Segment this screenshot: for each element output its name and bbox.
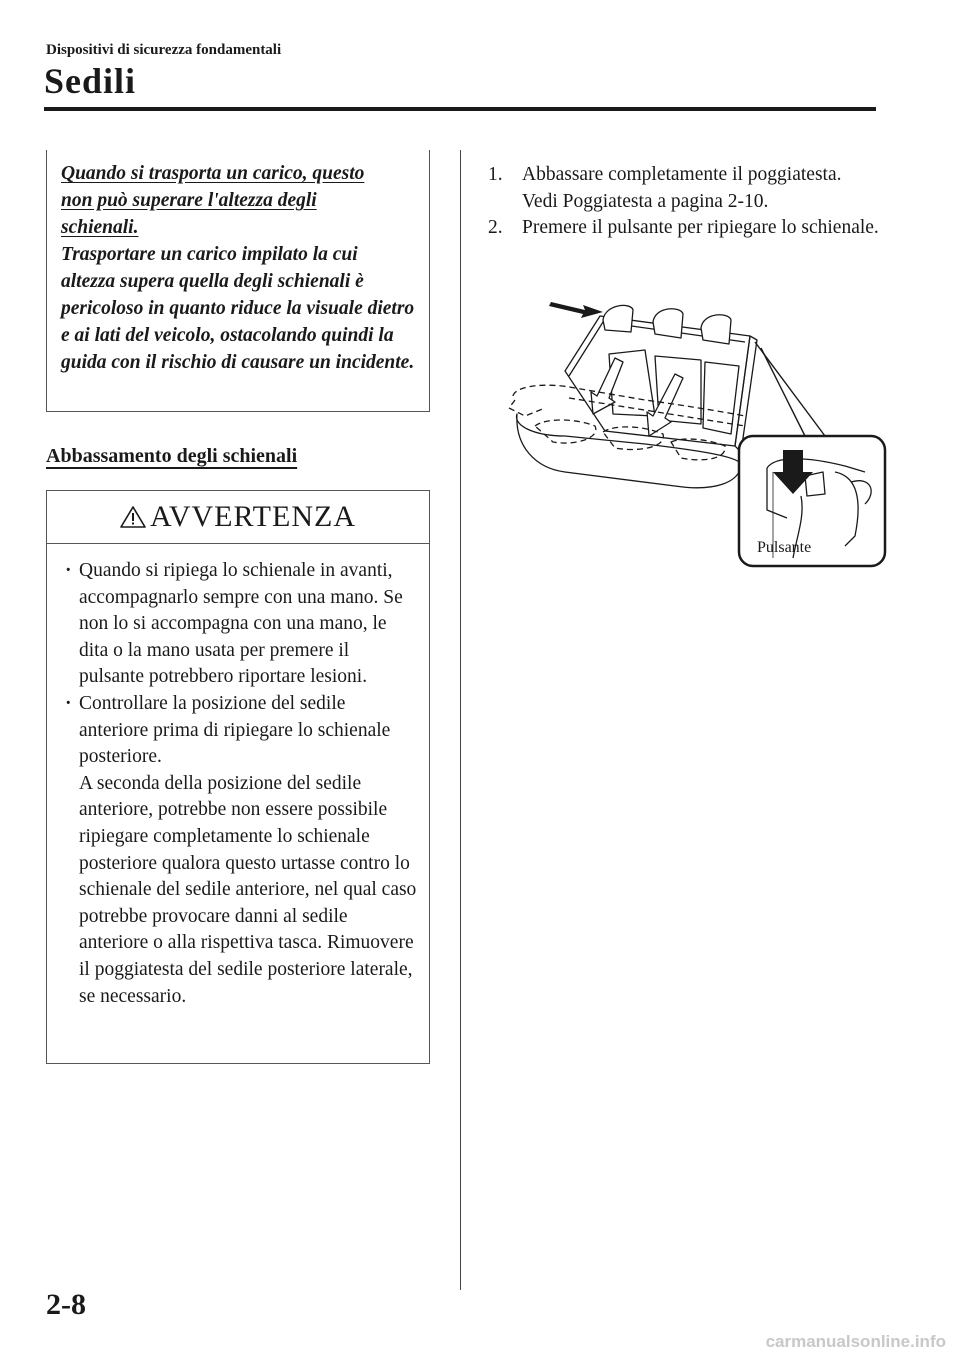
caution-line-3: schienali. — [61, 217, 139, 238]
warning-list — [47, 558, 429, 1010]
step-text: Premere il pulsante per ripiegare lo schienale. — [522, 217, 879, 239]
warning-header — [47, 491, 429, 544]
step-item — [488, 215, 888, 242]
page-number: 2-8 — [46, 1288, 86, 1321]
seat-figure — [505, 296, 890, 571]
steps-list — [488, 162, 888, 242]
push-arrow-icon — [549, 302, 603, 318]
step-number: 1. — [488, 164, 503, 185]
warning-item: · Controllare la posizione del sedile anteriore prima di ripiegare lo schienale posteriore. — [61, 691, 419, 771]
warning-item: · Quando si ripiega lo schienale in avanti, accompagnarlo sempre con una mano. Se non lo si accompagna con una mano, le dita o la mano usata per premere il pulsante potrebbero riportare lesioni. — [61, 558, 419, 691]
rear-seat-illustration — [505, 296, 890, 571]
step-item — [488, 162, 888, 215]
caution-body: Trasportare un carico impilato la cui altezza supera quella degli schienali è pericoloso in quanto riduce la visuale dietro e ai lati del veicolo, ostacolando quindi la guida con il rischio di causare un incidente. — [61, 244, 415, 373]
column-divider — [460, 150, 461, 1290]
warning-item-continuation: A seconda della posizione del sedile anteriore, potrebbe non essere possibile ripiegare completamente lo schienale posteriore qualora questo urtasse contro lo schienale del sedile anteriore, nel qual caso potrebbe provocare danni al sedile anteriore o alla rispettiva tasca. Rimuovere il poggiatesta del sedile posteriore laterale, se necessario. — [79, 772, 417, 1007]
warning-heading: AVVERTENZA — [150, 500, 356, 533]
caution-line-1: Quando si trasporta un carico, questo — [61, 163, 365, 184]
header-section: Dispositivi di sicurezza fondamentali — [46, 42, 282, 58]
caution-line-2: non può superare l'altezza degli — [61, 190, 317, 211]
callout-label: Pulsante — [757, 539, 812, 556]
caution-box — [46, 150, 430, 412]
step-text: Abbassare completamente il poggiatesta. — [522, 164, 842, 185]
section-title: Abbassamento degli schienali — [46, 445, 298, 467]
page-title: Sedili — [44, 61, 137, 101]
header-rule — [44, 107, 876, 111]
warning-box — [46, 490, 430, 1064]
warning-triangle-icon — [120, 505, 146, 529]
step-reference: Vedi Poggiatesta a pagina 2-10. — [522, 190, 769, 212]
watermark: carmanualsonline.info — [765, 1332, 946, 1351]
step-number: 2. — [488, 217, 503, 239]
